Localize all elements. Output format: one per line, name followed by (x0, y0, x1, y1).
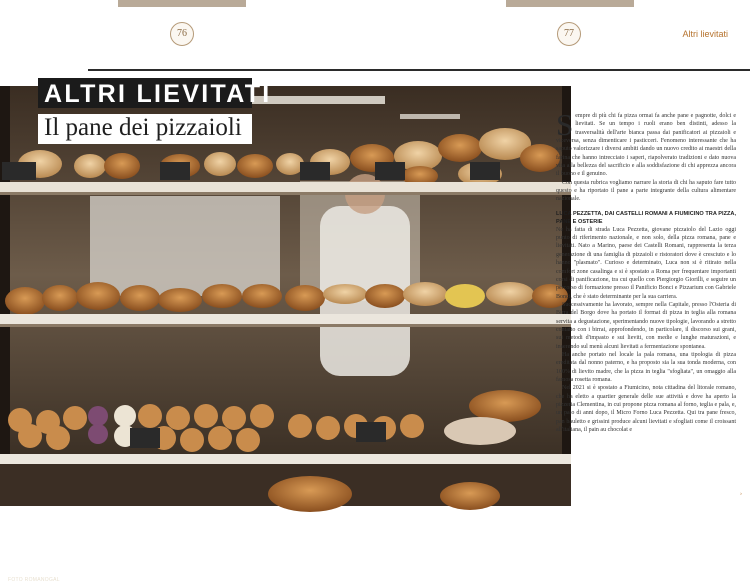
bakery-photo (0, 86, 574, 583)
page-number-left: 76 (170, 22, 194, 46)
header-rule (88, 69, 750, 71)
article-paragraph-6: Nel 2021 si è spostato a Fiumicino, nota cittadina del litorale romano, che ha eletto a quartier generale delle sue attività e dove ha aperto la pizzeria Clementina, in cui propone pizza romana al forno, teglia e pala, e, un paio di anni dopo, il Micro Forno Luca Pezzetta. Qui tra pane fresco, pan bauletto e grissini produce alcuni lievitati e sfogliati come il croissant all'italiana, il pain au chocolat e (556, 385, 736, 434)
photo-credit: FOTO ROMANOGAL (8, 577, 60, 583)
page-number-right: 77 (557, 22, 581, 46)
top-decor-bar-left (118, 0, 246, 7)
subheadline: Il pane dei pizzaioli (44, 114, 242, 141)
intro-text: empre di più chi fa pizza ormai fa anche pane e pagnotte, dolci e lievitati. Se un tempo i ruoli erano ben distinti, adesso la trasversalità dell'arte bianca passa dai panificatori ai pizzaioli e viceversa, senza dimenticare i pasticceri. Fenomeno interessante che ha saputo valorizzare i diversi ambiti dando un nuovo credito ai maestri della farina che hanno intrecciato i saperi, riapolverato tradizioni e dato nuova vita alla bellezza del sacrificio e alla soddisfazione di chi apprezza ancora il buono e il genuino. (556, 113, 736, 178)
article-paragraph-4: Successivamente ha lavorato, sempre nella Capitale, presso l'Osteria di Birra del Borgo dove ha portato il format di pizza in teglia alla romana servita a degustazione, sperimentando nuove tipologie, lavorando a stretto contatto con i birrai, approfondendo, in particolare, il discorso sui grani, sui metodi d'impasto e sui lieviti, con medie e lunghe maturazioni, e inserendo sul menù alcuni lievitati a fermentazione spontanea. (556, 301, 736, 350)
article-body (556, 107, 736, 434)
article-paragraph-5: Ha anche portato nel locale la pala romana, una tipologia di pizza ereditata dal nonno paterno, e ha proposto sia la sua tonda moderna, con 100% di lievito madre, che la pizza in teglia "sfogliata", un omaggio alla famosa rosetta romana. (556, 351, 736, 383)
drop-cap: S (556, 107, 574, 142)
top-decor-bar-right (506, 0, 634, 7)
article-intro-paragraph (556, 107, 736, 179)
bakery-shelves-illustration (0, 86, 574, 506)
continue-arrow-icon: › (740, 491, 742, 497)
article-paragraph-3: Ne ha fatta di strada Luca Pezzetta, giovane pizzaiolo del Lazio oggi punto di riferimento nazionale, e non solo, della pizza romana, pane e lievitati. Nato a Marino, paese dei Castelli Romani, rappresenta la terza generazione di una famiglia di pizzaioli e ristoratori dove è cresciuto e lo hanno "plasmato". Curioso e determinato, Luca non si è ritirato nella comfort zone casalinga e si è spostato a Roma per frequentare importanti corsi di panificazione, tra cui quello con Piergiorgio Giorilli, e seguire un percorso di formazione presso il Panificio Bonci e Pizzarium con Gabriele Bonci, che è stato determinante per la sua carriera. (556, 226, 736, 300)
running-section-label: Altri lievitati (682, 29, 728, 39)
article-paragraph-2: Con questa rubrica vogliamo narrare la storia di chi ha saputo fare tutto questo e ha riportato il pane a parte integrante della cultura alimentare nazionale. (556, 179, 736, 203)
headline: ALTRI LIEVITATI (44, 80, 272, 108)
section-heading: LUCA PEZZETTA, DAI CASTELLI ROMANI A FIUMICINO TRA PIZZA, PANE E OSTERIE (556, 210, 736, 225)
